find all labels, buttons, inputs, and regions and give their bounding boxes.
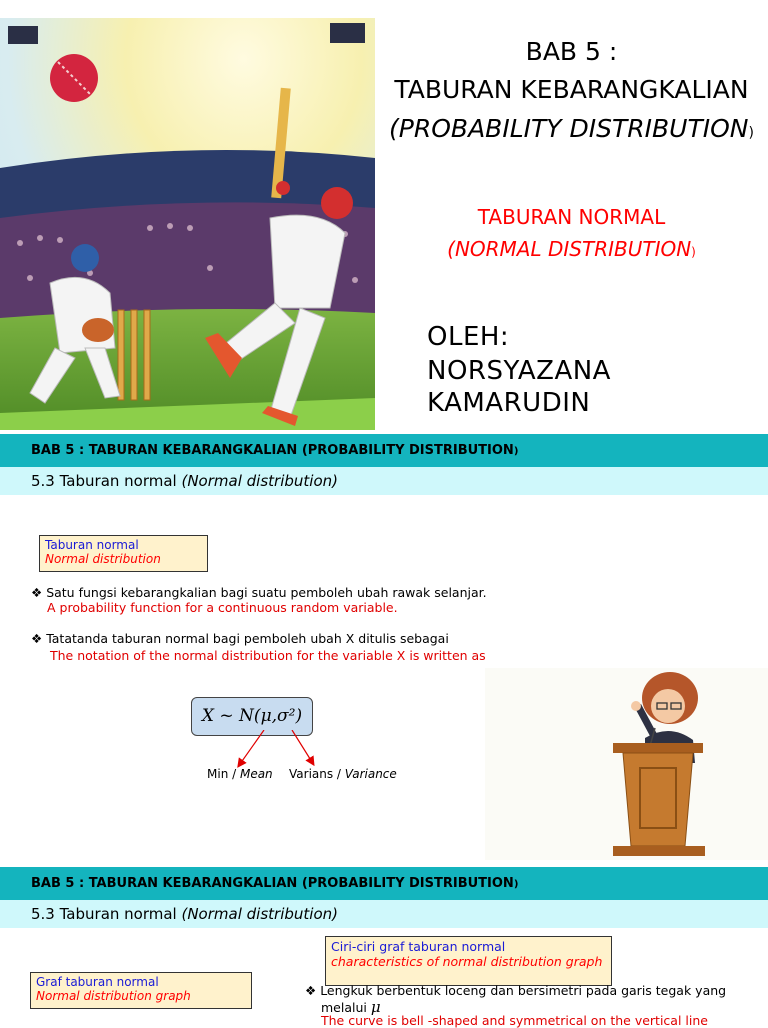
banner-paren: )	[513, 446, 519, 457]
slide-title-line1: BAB 5 :	[525, 37, 618, 66]
characteristics-box	[325, 936, 612, 986]
box-malay: Taburan normal	[45, 538, 139, 552]
variance-label	[289, 767, 397, 781]
diamond-bullet-icon: ❖	[305, 983, 321, 998]
box1-english: characteristics of normal distribution graph	[331, 954, 603, 969]
definition-box	[39, 535, 208, 572]
banner-text: BAB 5 : TABURAN KEBARANGKALIAN (PROBABILITY DISTRIBUTION	[31, 876, 514, 891]
notation-formula: X ~ N(μ,σ²)	[191, 697, 313, 736]
title-slide	[0, 0, 768, 432]
mu-symbol: μ	[370, 998, 381, 1016]
slide3-section-bar	[0, 900, 768, 928]
teacher-podium-image	[485, 668, 768, 860]
graph-box	[30, 972, 252, 1009]
section-english: (Normal distribution)	[181, 472, 338, 490]
mean-english: Mean	[239, 767, 273, 781]
bullet-2	[31, 631, 449, 646]
title-paren: )	[748, 125, 754, 141]
subtitle-english: (NORMAL DISTRIBUTION	[447, 237, 692, 261]
box-english: Normal distribution	[45, 552, 161, 566]
slide3-bullet1-english: The curve is bell -shaped and symmetrical on the vertical line	[321, 1013, 708, 1028]
cricket-illustration	[0, 18, 375, 430]
teacher-illustration	[485, 668, 768, 860]
bullet-1	[31, 585, 487, 600]
subtitle-paren: )	[691, 245, 696, 259]
title-english: (PROBABILITY DISTRIBUTION	[389, 114, 749, 143]
author-label: OLEH:	[427, 322, 510, 352]
bullet1-english: A probability function for a continuous random variable.	[47, 600, 398, 615]
mean-arrow	[240, 730, 264, 764]
slide2-section-bar	[0, 467, 768, 495]
bullet1-malay-line2: melalui	[321, 1000, 371, 1015]
diamond-bullet-icon: ❖	[31, 631, 47, 646]
formula-arrows	[230, 730, 330, 770]
bullet2-english: The notation of the normal distribution for the variable X is written as	[50, 648, 486, 663]
section-title: 5.3 Taburan normal	[31, 905, 182, 923]
subtitle-line1: TABURAN NORMAL	[477, 205, 666, 229]
banner-text: BAB 5 : TABURAN KEBARANGKALIAN (PROBABILITY DISTRIBUTION	[31, 443, 514, 458]
author-last-name: KAMARUDIN	[427, 388, 591, 418]
box2-english: Normal distribution graph	[36, 989, 191, 1003]
bullet1-malay: Satu fungsi kebarangkalian bagi suatu pemboleh ubah rawak selanjar.	[46, 585, 487, 600]
slide2-banner	[0, 434, 768, 467]
variance-english: Variance	[344, 767, 397, 781]
section-english: (Normal distribution)	[181, 905, 338, 923]
slide3-bullet-1	[305, 983, 726, 998]
bullet1-malay: Lengkuk berbentuk loceng dan bersimetri pada garis tegak yang	[320, 983, 727, 998]
variance-malay: Varians /	[289, 767, 345, 781]
author-first-name: NORSYAZANA	[427, 356, 611, 386]
slide3-banner	[0, 867, 768, 900]
slide-title-line2: TABURAN KEBARANGKALIAN	[394, 75, 749, 104]
subtitle-line2	[375, 237, 768, 261]
banner-paren: )	[513, 879, 519, 890]
slide-title-line3	[375, 114, 768, 143]
mean-label	[207, 767, 273, 781]
box1-malay: Ciri-ciri graf taburan normal	[331, 939, 506, 954]
cricket-scene-image	[0, 18, 375, 430]
bullet2-malay: Tatatanda taburan normal bagi pemboleh ubah X ditulis sebagai	[46, 631, 449, 646]
section-title: 5.3 Taburan normal	[31, 472, 182, 490]
mean-malay: Min /	[207, 767, 240, 781]
variance-arrow	[292, 730, 312, 762]
box2-malay: Graf taburan normal	[36, 975, 159, 989]
diamond-bullet-icon: ❖	[31, 585, 47, 600]
